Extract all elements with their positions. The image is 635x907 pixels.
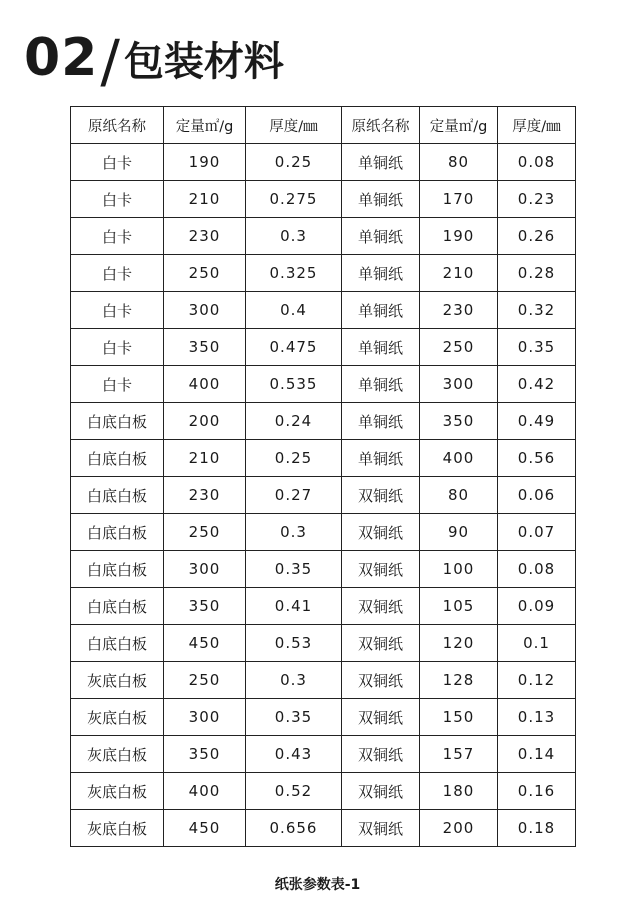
cell-grammage: 350	[164, 736, 246, 773]
cell-thickness: 0.25	[246, 440, 342, 477]
header-grammage: 定量㎡/g	[164, 107, 246, 144]
cell-grammage: 350	[164, 588, 246, 625]
cell-grammage: 200	[164, 403, 246, 440]
cell-paper-name-2: 双铜纸	[342, 773, 420, 810]
cell-thickness: 0.325	[246, 255, 342, 292]
table-row	[71, 366, 576, 403]
cell-grammage: 300	[164, 551, 246, 588]
cell-grammage-2: 80	[420, 477, 498, 514]
cell-thickness: 0.3	[246, 218, 342, 255]
cell-thickness: 0.275	[246, 181, 342, 218]
cell-thickness-2: 0.08	[498, 144, 576, 181]
cell-thickness-2: 0.14	[498, 736, 576, 773]
cell-paper-name-2: 双铜纸	[342, 736, 420, 773]
cell-thickness-2: 0.23	[498, 181, 576, 218]
cell-grammage: 300	[164, 699, 246, 736]
cell-grammage-2: 80	[420, 144, 498, 181]
cell-paper-name-2: 双铜纸	[342, 514, 420, 551]
cell-grammage-2: 230	[420, 292, 498, 329]
cell-paper-name: 白底白板	[71, 477, 164, 514]
table-row	[71, 440, 576, 477]
cell-thickness-2: 0.09	[498, 588, 576, 625]
cell-thickness-2: 0.13	[498, 699, 576, 736]
cell-paper-name: 白卡	[71, 181, 164, 218]
table-row	[71, 662, 576, 699]
cell-paper-name-2: 单铜纸	[342, 255, 420, 292]
cell-grammage: 450	[164, 625, 246, 662]
cell-grammage: 250	[164, 255, 246, 292]
cell-paper-name: 白卡	[71, 329, 164, 366]
heading-number: 02	[24, 28, 99, 88]
cell-thickness-2: 0.06	[498, 477, 576, 514]
cell-paper-name-2: 单铜纸	[342, 144, 420, 181]
cell-paper-name-2: 单铜纸	[342, 440, 420, 477]
cell-grammage: 230	[164, 477, 246, 514]
cell-thickness-2: 0.42	[498, 366, 576, 403]
cell-grammage: 400	[164, 366, 246, 403]
cell-paper-name: 白卡	[71, 144, 164, 181]
cell-grammage: 190	[164, 144, 246, 181]
cell-thickness-2: 0.08	[498, 551, 576, 588]
cell-grammage-2: 105	[420, 588, 498, 625]
cell-thickness: 0.35	[246, 551, 342, 588]
header-grammage-2: 定量㎡/g	[420, 107, 498, 144]
cell-thickness: 0.4	[246, 292, 342, 329]
header-paper-name-2: 原纸名称	[342, 107, 420, 144]
table-row	[71, 218, 576, 255]
cell-thickness: 0.3	[246, 514, 342, 551]
cell-grammage-2: 150	[420, 699, 498, 736]
cell-grammage-2: 350	[420, 403, 498, 440]
cell-grammage-2: 250	[420, 329, 498, 366]
page-title: 包装材料	[123, 39, 284, 85]
cell-paper-name-2: 双铜纸	[342, 662, 420, 699]
table-row	[71, 255, 576, 292]
table-row	[71, 514, 576, 551]
cell-paper-name-2: 双铜纸	[342, 699, 420, 736]
table-body	[71, 144, 576, 847]
cell-grammage-2: 300	[420, 366, 498, 403]
cell-paper-name: 灰底白板	[71, 736, 164, 773]
cell-grammage: 400	[164, 773, 246, 810]
cell-paper-name-2: 单铜纸	[342, 366, 420, 403]
cell-grammage: 250	[164, 662, 246, 699]
table-row	[71, 403, 576, 440]
cell-thickness-2: 0.18	[498, 810, 576, 847]
cell-thickness-2: 0.07	[498, 514, 576, 551]
cell-thickness-2: 0.35	[498, 329, 576, 366]
cell-grammage-2: 120	[420, 625, 498, 662]
table-row	[71, 181, 576, 218]
cell-grammage-2: 400	[420, 440, 498, 477]
cell-grammage-2: 157	[420, 736, 498, 773]
table-row	[71, 699, 576, 736]
cell-paper-name-2: 单铜纸	[342, 218, 420, 255]
cell-paper-name: 白底白板	[71, 588, 164, 625]
cell-thickness-2: 0.12	[498, 662, 576, 699]
cell-grammage-2: 180	[420, 773, 498, 810]
cell-thickness-2: 0.1	[498, 625, 576, 662]
cell-thickness: 0.52	[246, 773, 342, 810]
cell-paper-name-2: 双铜纸	[342, 625, 420, 662]
cell-grammage: 350	[164, 329, 246, 366]
cell-grammage-2: 100	[420, 551, 498, 588]
table-row	[71, 144, 576, 181]
cell-paper-name-2: 单铜纸	[342, 181, 420, 218]
cell-paper-name-2: 单铜纸	[342, 403, 420, 440]
table-row	[71, 736, 576, 773]
cell-paper-name: 灰底白板	[71, 699, 164, 736]
cell-thickness-2: 0.32	[498, 292, 576, 329]
table-row	[71, 625, 576, 662]
cell-grammage: 450	[164, 810, 246, 847]
cell-paper-name-2: 单铜纸	[342, 292, 420, 329]
cell-grammage: 250	[164, 514, 246, 551]
cell-grammage: 210	[164, 181, 246, 218]
paper-parameter-table	[70, 106, 576, 847]
cell-thickness: 0.41	[246, 588, 342, 625]
table-row	[71, 551, 576, 588]
table-row	[71, 810, 576, 847]
cell-thickness: 0.3	[246, 662, 342, 699]
table-row	[71, 292, 576, 329]
cell-thickness: 0.25	[246, 144, 342, 181]
cell-paper-name: 灰底白板	[71, 810, 164, 847]
cell-grammage-2: 170	[420, 181, 498, 218]
header-paper-name: 原纸名称	[71, 107, 164, 144]
cell-thickness: 0.656	[246, 810, 342, 847]
cell-paper-name: 白卡	[71, 218, 164, 255]
cell-thickness: 0.475	[246, 329, 342, 366]
cell-paper-name-2: 双铜纸	[342, 588, 420, 625]
table-row	[71, 773, 576, 810]
cell-grammage: 210	[164, 440, 246, 477]
cell-thickness: 0.35	[246, 699, 342, 736]
cell-thickness-2: 0.49	[498, 403, 576, 440]
cell-paper-name: 白卡	[71, 255, 164, 292]
cell-thickness: 0.27	[246, 477, 342, 514]
cell-grammage-2: 90	[420, 514, 498, 551]
header-thickness-2: 厚度/㎜	[498, 107, 576, 144]
cell-paper-name: 白卡	[71, 366, 164, 403]
cell-thickness-2: 0.56	[498, 440, 576, 477]
cell-grammage-2: 190	[420, 218, 498, 255]
cell-paper-name: 白底白板	[71, 403, 164, 440]
table-row	[71, 588, 576, 625]
cell-grammage: 300	[164, 292, 246, 329]
cell-paper-name: 白底白板	[71, 440, 164, 477]
cell-thickness-2: 0.16	[498, 773, 576, 810]
table-row	[71, 477, 576, 514]
page-heading	[24, 14, 284, 95]
cell-grammage: 230	[164, 218, 246, 255]
cell-paper-name-2: 双铜纸	[342, 551, 420, 588]
cell-grammage-2: 128	[420, 662, 498, 699]
cell-paper-name: 白卡	[71, 292, 164, 329]
cell-paper-name: 白底白板	[71, 625, 164, 662]
cell-paper-name: 灰底白板	[71, 773, 164, 810]
cell-paper-name-2: 双铜纸	[342, 477, 420, 514]
cell-paper-name: 灰底白板	[71, 662, 164, 699]
table-caption: 纸张参数表-1	[274, 877, 361, 893]
cell-thickness-2: 0.28	[498, 255, 576, 292]
header-thickness: 厚度/㎜	[246, 107, 342, 144]
cell-paper-name: 白底白板	[71, 514, 164, 551]
cell-thickness: 0.53	[246, 625, 342, 662]
cell-paper-name-2: 单铜纸	[342, 329, 420, 366]
table-header-row	[71, 107, 576, 144]
cell-thickness-2: 0.26	[498, 218, 576, 255]
cell-thickness: 0.24	[246, 403, 342, 440]
cell-thickness: 0.43	[246, 736, 342, 773]
heading-slash: /	[100, 27, 120, 95]
table-row	[71, 329, 576, 366]
cell-thickness: 0.535	[246, 366, 342, 403]
cell-grammage-2: 200	[420, 810, 498, 847]
cell-paper-name: 白底白板	[71, 551, 164, 588]
cell-paper-name-2: 双铜纸	[342, 810, 420, 847]
cell-grammage-2: 210	[420, 255, 498, 292]
